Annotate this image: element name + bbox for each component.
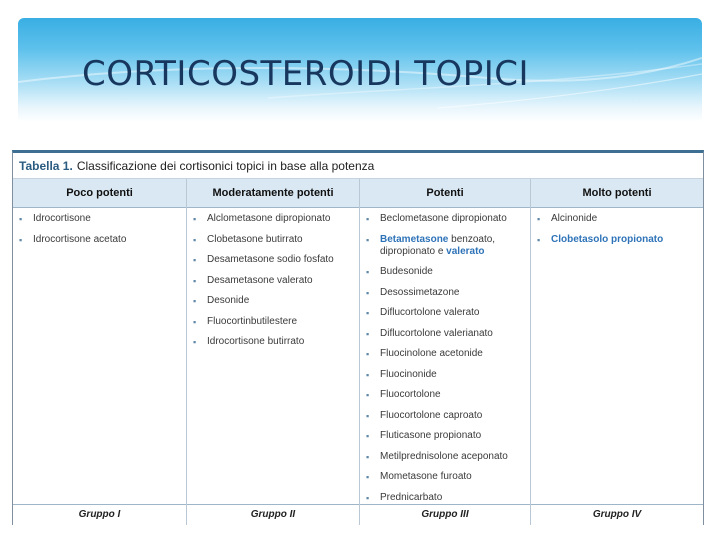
drug-name: Idrocortisone acetato [33, 233, 127, 245]
group-label: Gruppo II [187, 504, 359, 525]
drug-item [360, 266, 530, 278]
bullet-icon: ▪ [193, 275, 197, 286]
drug-item [360, 307, 530, 319]
drug-name: Clobetasone butirrato [207, 233, 303, 245]
drug-name: Budesonide [380, 266, 433, 277]
group-label: Gruppo III [360, 504, 530, 525]
bullet-icon: ▪ [366, 234, 370, 245]
bullet-icon: ▪ [366, 431, 370, 441]
bullet-icon: ▪ [366, 492, 370, 503]
column-poco-potenti [13, 179, 187, 525]
slide-title: CORTICOSTEROIDI TOPICI [82, 54, 530, 94]
drug-item [360, 492, 530, 504]
column-header: Potenti [360, 179, 530, 208]
bullet-icon: ▪ [537, 234, 541, 245]
drug-name-highlight: Clobetasolo propionato [551, 233, 664, 245]
bullet-icon: ▪ [366, 328, 370, 339]
drug-name: Idrocortisone [33, 213, 91, 224]
bullet-icon: ▪ [366, 349, 370, 359]
drug-name-highlight: Betametasone [380, 233, 449, 245]
bullet-icon: ▪ [366, 214, 370, 224]
group-label: Gruppo I [13, 504, 186, 525]
drug-name-highlight: valerato [446, 245, 485, 257]
bullet-icon: ▪ [366, 308, 370, 318]
group-label: Gruppo IV [531, 504, 703, 525]
drug-item [187, 254, 359, 266]
drug-item [187, 295, 359, 307]
drug-name: Fluocinonide [380, 368, 437, 380]
table-grid [13, 179, 703, 525]
table-caption-text: Classificazione dei cortisonici topici in base alla potenza [76, 159, 375, 173]
drug-item [360, 348, 530, 360]
drug-name: Fluocortolone [380, 389, 441, 400]
table-caption [13, 153, 703, 179]
drug-list [360, 208, 530, 504]
drug-name: Mometasone furoato [380, 471, 472, 482]
drug-item [360, 430, 530, 442]
column-molto-potenti [531, 179, 703, 525]
column-header: Moderatamente potenti [187, 179, 359, 208]
drug-name: Fluocortolone caproato [380, 409, 483, 421]
bullet-icon: ▪ [366, 390, 370, 400]
drug-item [360, 389, 530, 401]
bullet-icon: ▪ [193, 296, 197, 306]
drug-item [187, 316, 359, 328]
drug-item [531, 213, 703, 225]
drug-item [360, 369, 530, 381]
drug-name: Alclometasone dipropionato [207, 213, 331, 224]
bullet-icon: ▪ [366, 472, 370, 482]
drug-name: Desametasone sodio fosfato [207, 254, 334, 265]
drug-item [360, 213, 530, 225]
bullet-icon: ▪ [193, 316, 197, 327]
drug-item [187, 275, 359, 287]
drug-name: Beclometasone dipropionato [380, 213, 507, 224]
bullet-icon: ▪ [193, 214, 197, 224]
steroid-potency-table [12, 150, 704, 525]
drug-list [187, 208, 359, 348]
drug-item [360, 234, 530, 258]
bullet-icon: ▪ [366, 267, 370, 277]
drug-list [13, 208, 186, 246]
bullet-icon: ▪ [366, 451, 370, 462]
bullet-icon: ▪ [19, 234, 23, 245]
drug-item [13, 234, 186, 246]
drug-item [187, 234, 359, 246]
bullet-icon: ▪ [366, 369, 370, 380]
bullet-icon: ▪ [537, 214, 541, 224]
drug-list [531, 208, 703, 246]
drug-item [360, 451, 530, 463]
column-header: Poco potenti [13, 179, 186, 208]
drug-name: benzoato, dipropionato e [380, 233, 496, 257]
drug-name: Diflucortolone valerianato [380, 327, 493, 339]
drug-name: Desametasone valerato [207, 274, 313, 286]
drug-item [187, 213, 359, 225]
bullet-icon: ▪ [366, 410, 370, 421]
drug-name: Metilprednisolone aceponato [380, 450, 508, 462]
column-moderatamente-potenti [187, 179, 360, 525]
bullet-icon: ▪ [193, 337, 197, 347]
drug-item [360, 328, 530, 340]
drug-name: Diflucortolone valerato [380, 307, 480, 318]
bullet-icon: ▪ [19, 214, 23, 224]
bullet-icon: ▪ [193, 234, 197, 245]
drug-name: Desonide [207, 295, 250, 306]
bullet-icon: ▪ [193, 255, 197, 265]
drug-item [360, 471, 530, 483]
drug-item [531, 234, 703, 246]
drug-name: Fluocinolone acetonide [380, 348, 483, 359]
drug-name: Alcinonide [551, 213, 598, 224]
column-header: Molto potenti [531, 179, 703, 208]
column-potenti [360, 179, 531, 525]
drug-item [360, 410, 530, 422]
drug-name: Prednicarbato [380, 491, 443, 503]
bullet-icon: ▪ [366, 287, 370, 298]
drug-item [360, 287, 530, 299]
drug-name: Idrocortisone butirrato [207, 336, 305, 347]
drug-name: Fluticasone propionato [380, 430, 482, 441]
drug-name: Desossimetazone [380, 286, 460, 298]
table-caption-label: Tabella 1. [19, 159, 73, 173]
drug-item [13, 213, 186, 225]
drug-item [187, 336, 359, 348]
drug-name: Fluocortinbutilestere [207, 315, 298, 327]
